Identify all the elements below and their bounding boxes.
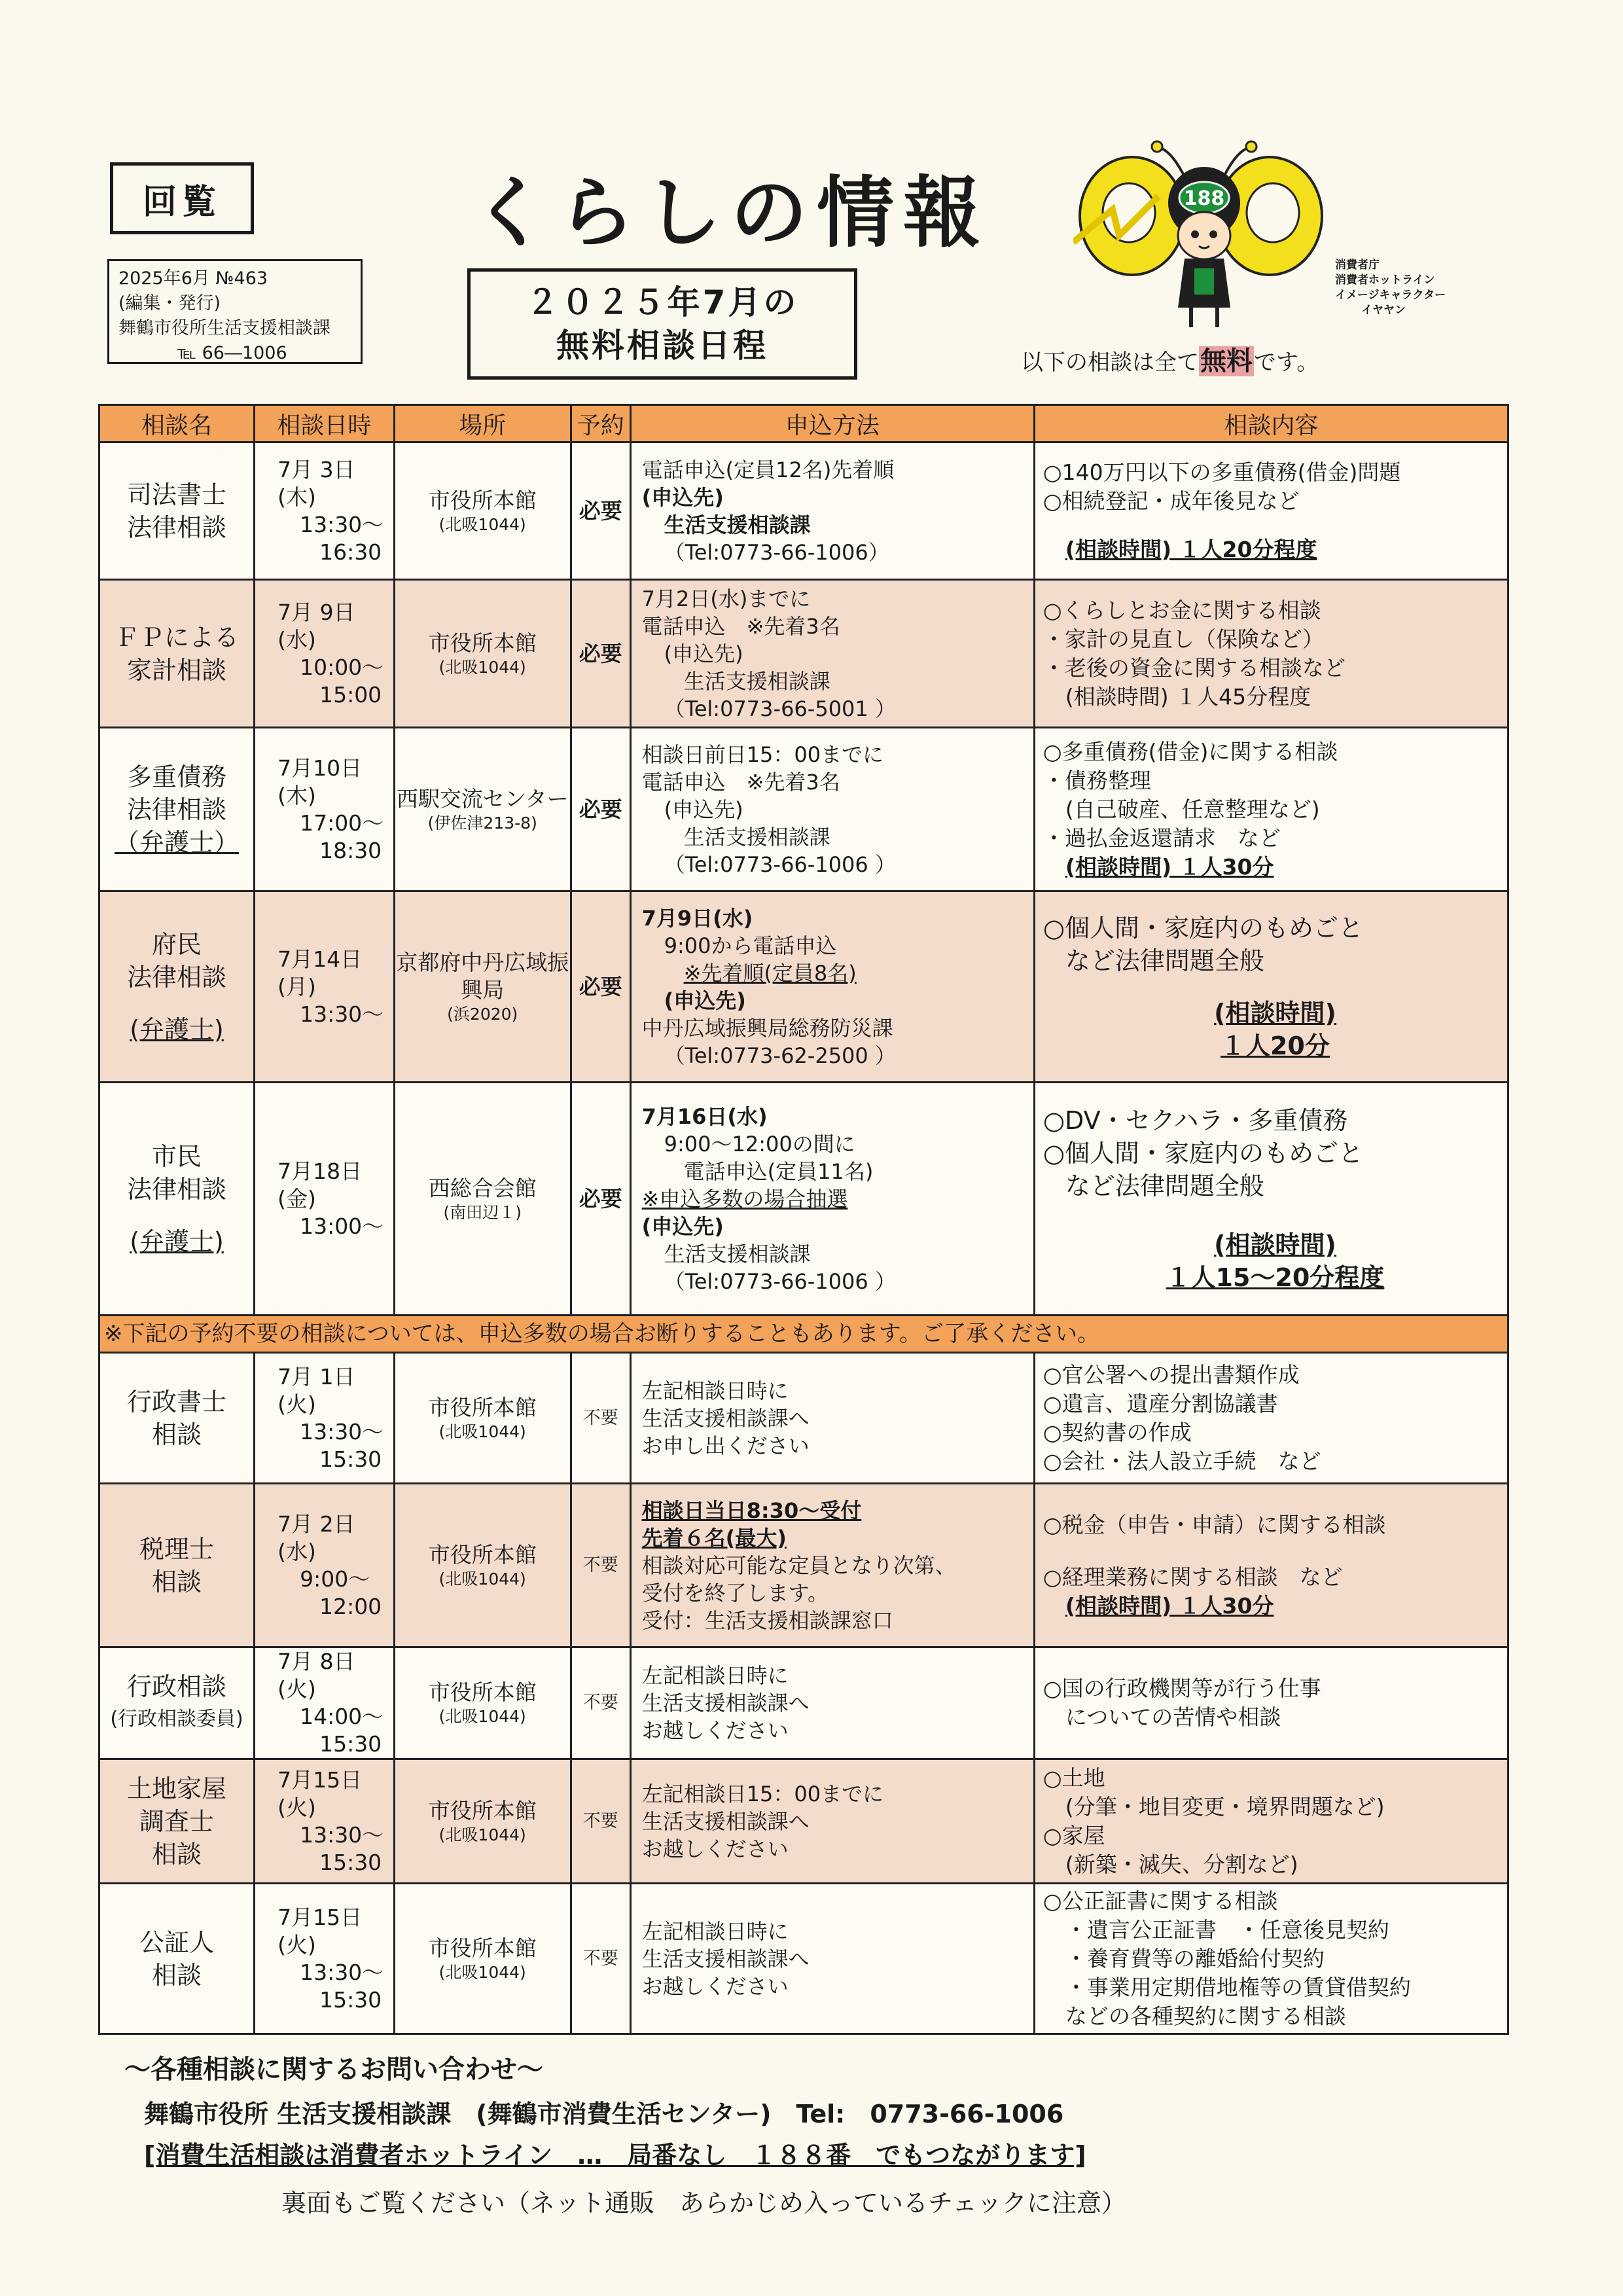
consult-place: 市役所本館 (北吸1044) — [394, 1759, 571, 1884]
table-row — [99, 1647, 1508, 1759]
table-row — [99, 891, 1508, 1083]
reservation-required: 必要 — [571, 891, 630, 1083]
schedule-title-line1: ２０２５年7月の — [526, 283, 799, 321]
consult-datetime: 7月15日(火) 13:30～ 15:30 — [255, 1884, 395, 2034]
consult-datetime: 7月18日(金) 13:00～ — [255, 1083, 395, 1316]
consult-name: 行政相談 (行政相談委員) — [99, 1647, 255, 1759]
consult-datetime: 7月 3日(木) 13:30～ 16:30 — [255, 442, 395, 580]
consult-name: 公証人 相談 — [99, 1884, 255, 2034]
consult-content: ○140万円以下の多重債務(借金)問題 ○相続登記・成年後見など (相談時間) １人20分程度 — [1034, 442, 1508, 580]
consult-content: ○DV・セクハラ・多重債務 ○個人間・家庭内のもめごと など法律問題全般 (相談時間) １人15～20分程度 — [1034, 1083, 1508, 1316]
application-method: 7月2日(水)までに 電話申込 ※先着3名 (申込先) 生活支援相談課 （Tel:0773-66-5001 ） — [630, 580, 1034, 728]
table-header-row — [99, 405, 1508, 442]
free-notice-suffix: です。 — [1254, 350, 1319, 376]
application-method: 相談日当日8:30～受付 先着６名(最大) 相談対応可能な定員となり次第、 受付を終了します。 受付：生活支援相談課窓口 — [630, 1484, 1034, 1647]
consult-datetime: 7月 2日(水) 9:00～ 12:00 — [255, 1484, 395, 1647]
consult-place: 市役所本館 (北吸1044) — [394, 1484, 571, 1647]
table-row — [99, 1884, 1508, 2034]
header-method: 申込方法 — [630, 405, 1034, 442]
consult-place: 市役所本館 (北吸1044) — [394, 1353, 571, 1484]
table-row — [99, 442, 1508, 580]
reservation-not-required: 不要 — [571, 1884, 630, 2034]
table-row — [99, 728, 1508, 891]
header-place: 場所 — [394, 405, 571, 442]
header-content: 相談内容 — [1034, 405, 1508, 442]
consult-content: ○国の行政機関等が行う仕事 についての苦情や相談 — [1034, 1647, 1508, 1759]
header-datetime: 相談日時 — [255, 405, 395, 442]
kairan-label: 回覧 — [110, 162, 254, 234]
reservation-required: 必要 — [571, 442, 630, 580]
consult-datetime: 7月 1日(火) 13:30～ 15:30 — [255, 1353, 395, 1484]
issue-editor-label: (編集・発行) — [118, 293, 221, 314]
reservation-not-required: 不要 — [571, 1759, 630, 1884]
consult-name: 多重債務 法律相談 （弁護士） — [99, 728, 255, 891]
consultation-schedule-table — [98, 404, 1509, 2035]
contact-footer — [124, 2049, 1564, 2219]
table-row — [99, 580, 1508, 728]
consult-place: 市役所本館 (北吸1044) — [394, 442, 571, 580]
consult-name: 税理士 相談 — [99, 1484, 255, 1647]
iyayan-mascot-illustration — [1073, 137, 1335, 334]
contact-office-tel: 舞鶴市役所 生活支援相談課 (舞鶴市消費生活センター) Tel: 0773-66-1006 — [144, 2100, 1064, 2128]
header-reservation: 予約 — [571, 405, 630, 442]
application-method: 7月16日(水) 9:00～12:00の間に 電話申込(定員11名) ※申込多数の場合抽選 (申込先) 生活支援相談課 （Tel:0773-66-1006 ） — [630, 1083, 1034, 1316]
application-method: 相談日前日15：00までに 電話申込 ※先着3名 (申込先) 生活支援相談課 （Tel:0773-66-1006 ） — [630, 728, 1034, 891]
no-reservation-notice: ※下記の予約不要の相談については、申込多数の場合お断りすることもあります。ご了承ください。 — [99, 1316, 1508, 1353]
consult-name: 行政書士 相談 — [99, 1353, 255, 1484]
consult-place: 西駅交流センター (伊佐津213-8) — [394, 728, 571, 891]
mascot-caption-line: 消費者ホットライン — [1335, 274, 1435, 287]
consult-content: ○多重債務(借金)に関する相談 ・債務整理 (自己破産、任意整理など) ・過払金返還請求 など (相談時間) １人30分 — [1034, 728, 1508, 891]
table-row — [99, 1353, 1508, 1484]
consult-content: ○くらしとお金に関する相談 ・家計の見直し（保険など） ・老後の資金に関する相談など (相談時間) １人45分程度 — [1034, 580, 1508, 728]
page-title: くらしの情報 — [471, 168, 990, 258]
consult-name: 司法書士 法律相談 — [99, 442, 255, 580]
hotline-notice: [消費生活相談は消費者ホットライン … 局番なし １８８番 でもつながります] — [144, 2141, 1086, 2170]
consult-content: ○個人間・家庭内のもめごと など法律問題全般 (相談時間) １人20分 — [1034, 891, 1508, 1083]
consult-name: 市民 法律相談 (弁護士) — [99, 1083, 255, 1316]
reservation-required: 必要 — [571, 1083, 630, 1316]
consult-place: 京都府中丹広域振興局 (浜2020) — [394, 891, 571, 1083]
reservation-not-required: 不要 — [571, 1484, 630, 1647]
issue-number: 2025年6月 №463 — [118, 268, 268, 289]
reservation-required: 必要 — [571, 580, 630, 728]
consult-place: 市役所本館 (北吸1044) — [394, 1884, 571, 2034]
consult-place: 市役所本館 (北吸1044) — [394, 1647, 571, 1759]
free-highlight: 無料 — [1200, 346, 1253, 376]
mascot-caption-line: イメージキャラクター — [1335, 289, 1446, 302]
consult-name: 府民 法律相談 (弁護士) — [99, 891, 255, 1083]
table-row — [99, 1759, 1508, 1884]
consult-content: ○税金（申告・申請）に関する相談 ○経理業務に関する相談 など (相談時間) １人30分 — [1034, 1484, 1508, 1647]
consult-datetime: 7月14日(月) 13:30～ — [255, 891, 395, 1083]
consult-name: 土地家屋 調査士 相談 — [99, 1759, 255, 1884]
free-notice-prefix: 以下の相談は全て — [1021, 350, 1199, 376]
schedule-title-box — [467, 268, 857, 380]
application-method: 左記相談日時に 生活支援相談課へ お越しください — [630, 1647, 1034, 1759]
issue-box — [107, 259, 363, 364]
consult-datetime: 7月15日(火) 13:30～ 15:30 — [255, 1759, 395, 1884]
table-row — [99, 1083, 1508, 1316]
table-row — [99, 1484, 1508, 1647]
mascot-caption — [1335, 258, 1446, 318]
application-method: 左記相談日15：00までに 生活支援相談課へ お越しください — [630, 1759, 1034, 1884]
mascot-caption-line: 消費者庁 — [1335, 259, 1380, 272]
consult-name: ＦＰによる 家計相談 — [99, 580, 255, 728]
consult-content: ○官公署への提出書類作成 ○遺言、遺産分割協議書 ○契約書の作成 ○会社・法人設立手続 など — [1034, 1353, 1508, 1484]
reservation-required: 必要 — [571, 728, 630, 891]
notice-row — [99, 1316, 1508, 1353]
issue-tel: ℡ 66―1006 — [177, 343, 287, 363]
contact-heading: ～各種相談に関するお問い合わせ～ — [124, 2054, 543, 2085]
application-method: 電話申込(定員12名)先着順 (申込先) 生活支援相談課 （Tel:0773-66-1006） — [630, 442, 1034, 580]
consult-datetime: 7月 8日(火) 14:00～ 15:30 — [255, 1647, 395, 1759]
schedule-title-line2: 無料相談日程 — [556, 327, 768, 365]
consult-place: 西総合会館 (南田辺１) — [394, 1083, 571, 1316]
consult-place: 市役所本館 (北吸1044) — [394, 580, 571, 728]
consult-content: ○公正証書に関する相談 ・遺言公正証書 ・任意後見契約 ・養育費等の離婚給付契約 ・事業用定期借地権等の賃貸借契約 などの各種契約に関する相談 — [1034, 1884, 1508, 2034]
application-method: 左記相談日時に 生活支援相談課へ お申し出ください — [630, 1353, 1034, 1484]
consult-datetime: 7月10日(木) 17:00～ 18:30 — [255, 728, 395, 891]
header-name: 相談名 — [99, 405, 255, 442]
mascot-caption-line: イヤヤン — [1361, 304, 1406, 317]
application-method: 左記相談日時に 生活支援相談課へ お越しください — [630, 1884, 1034, 2034]
back-page-notice: 裏面もご覧ください（ネット通販 あらかじめ入っているチェックに注意） — [281, 2189, 1126, 2217]
free-notice — [1021, 340, 1319, 378]
consult-content: ○土地 (分筆・地目変更・境界問題など) ○家屋 (新築・滅失、分割など) — [1034, 1759, 1508, 1884]
reservation-not-required: 不要 — [571, 1647, 630, 1759]
reservation-not-required: 不要 — [571, 1353, 630, 1484]
issue-publisher: 舞鶴市役所生活支援相談課 — [118, 318, 330, 338]
application-method: 7月9日(水) 9:00から電話申込 ※先着順(定員8名) (申込先) 中丹広域振興局総務防災課 （Tel:0773-62-2500 ） — [630, 891, 1034, 1083]
consult-datetime: 7月 9日(水) 10:00～ 15:00 — [255, 580, 395, 728]
mascot-badge-text: 188 — [1183, 187, 1225, 210]
